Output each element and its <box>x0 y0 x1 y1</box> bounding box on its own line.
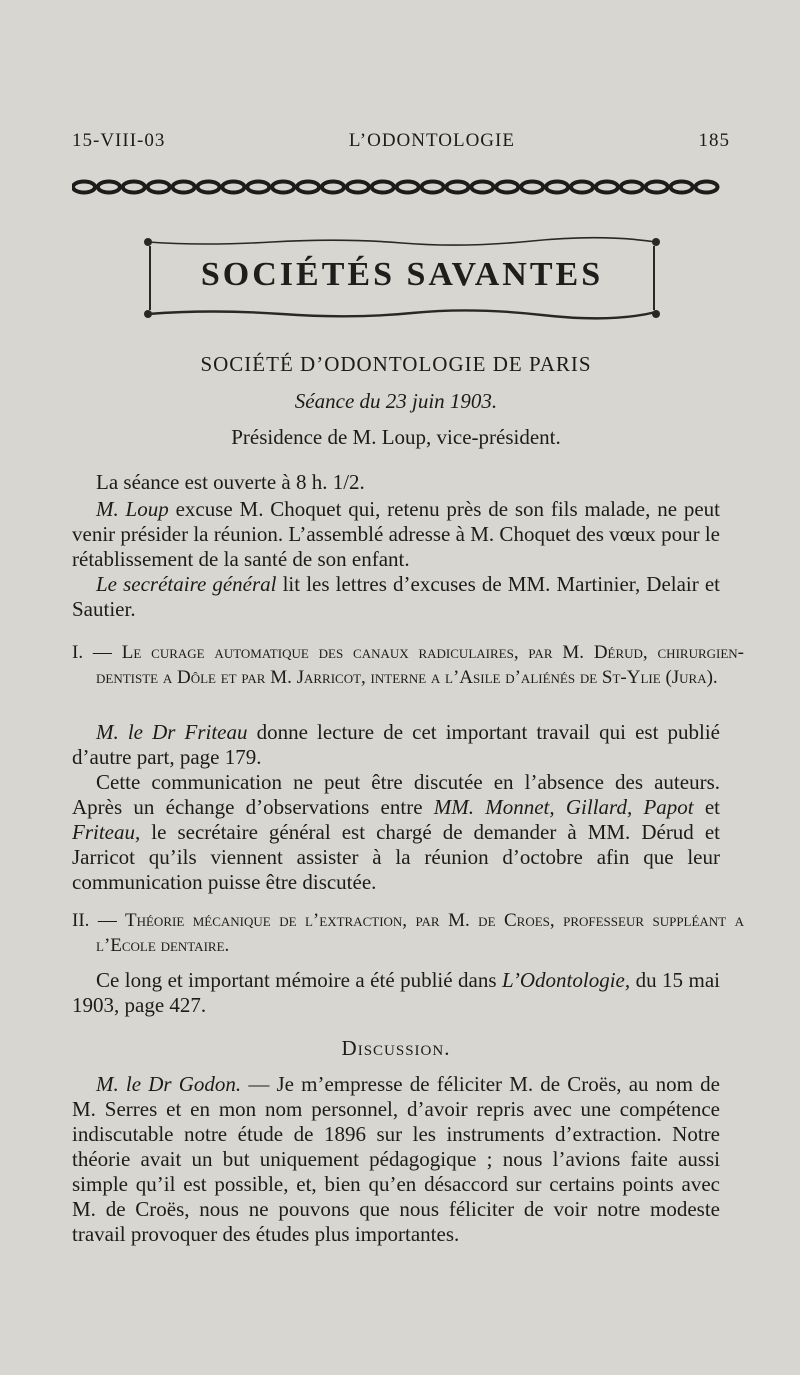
header-page-number: 185 <box>698 130 730 151</box>
discussion-heading: Discussion. <box>341 1036 451 1060</box>
chain-link <box>322 182 344 193</box>
section-title: SOCIÉTÉS SAVANTES <box>200 256 604 293</box>
speaker-name: Le secrétaire général <box>96 572 277 596</box>
chain-link <box>447 182 469 193</box>
society-heading: SOCIÉTÉ D’ODONTOLOGIE DE PARIS <box>200 352 592 376</box>
chain-link <box>471 182 493 193</box>
paragraph-text: donne lecture de cet important travail qui est publié d’autre part, page 179. <box>72 720 720 769</box>
excuse-paragraph <box>72 497 720 572</box>
paragraph-text: et <box>693 795 721 819</box>
chain-link <box>372 182 394 193</box>
chain-link <box>297 182 319 193</box>
header-journal: L’ODONTOLOGIE <box>348 130 515 151</box>
item-number: II. — <box>72 910 125 931</box>
speaker-name: M. le Dr Friteau <box>96 720 248 744</box>
paragraph-text: lit les lettres d’excuses de MM. Martinier, Delair et Sautier. <box>72 572 720 621</box>
chain-link <box>222 182 244 193</box>
opening-paragraph: La séance est ouverte à 8 h. 1/2. <box>96 470 365 494</box>
speaker-name: M. Loup <box>96 497 169 521</box>
chain-link <box>671 182 693 193</box>
chain-link <box>696 182 718 193</box>
secretary-paragraph <box>72 572 720 622</box>
chain-link <box>571 182 593 193</box>
chain-link <box>397 182 419 193</box>
paragraph-text: du 15 mai 1903, page 427. <box>72 968 720 1017</box>
item-title: Le curage automatique des canaux radiculaires, par M. Dérud, chirurgien-dentiste a Dôle et par M. Jarricot, interne a l’Asile d’aliénés de St-Ylie (Jura). <box>96 642 745 688</box>
paragraph-text: le secrétaire général est chargé de demander à MM. Dérud et Jarricot qu’ils viennent assister à la réunion d’octobre afin que leur communication puisse être discutée. <box>72 820 720 894</box>
chain-link <box>621 182 643 193</box>
running-header <box>72 130 730 152</box>
chain-ornament <box>72 176 722 198</box>
chain-link <box>521 182 543 193</box>
chain-link <box>173 182 195 193</box>
member-name: Friteau, <box>72 820 141 844</box>
chain-link <box>422 182 444 193</box>
chain-link <box>247 182 269 193</box>
header-date: 15-VIII-03 <box>72 130 166 151</box>
memoir-paragraph <box>72 968 720 1018</box>
session-date: Séance du 23 juin 1903. <box>294 389 498 413</box>
item-two-heading <box>72 908 744 958</box>
chain-link <box>98 182 120 193</box>
friteau-paragraph <box>72 720 720 770</box>
journal-name: L’Odontologie, <box>502 968 631 992</box>
chain-link <box>198 182 220 193</box>
chain-link <box>646 182 668 193</box>
chain-link <box>272 182 294 193</box>
speaker-name: M. le Dr Godon. <box>96 1072 242 1096</box>
communication-paragraph <box>72 770 720 895</box>
item-title: Théorie mécanique de l’extraction, par M. de Croes, professeur suppléant a l’Ecole dentaire. <box>96 910 745 956</box>
paragraph-text: — Je m’empresse de féliciter M. de Croës, au nom de M. Serres et en mon nom personnel, d’avoir repris avec une compétence indiscutable notre étude de 1896 sur les instruments d’extraction. Notre théorie avait un but uniquement pédagogique ; nous l’avions faite aussi simple qu’il est possible, et, bien qu’en désaccord sur certains points avec M. de Croës, nous ne pouvons que nous féliciter de voir notre modeste travail provoquer des études plus importantes. <box>72 1072 720 1246</box>
chain-link <box>123 182 145 193</box>
chain-link <box>73 182 95 193</box>
chain-link <box>148 182 170 193</box>
paragraph-text: excuse M. Choquet qui, retenu près de son fils malade, ne peut venir présider la réunion. L’assemblé adresse à M. Choquet des vœux pour le rétablissement de la santé de son enfant. <box>72 497 720 571</box>
paragraph-text: Cette communication ne peut être discutée en l’absence des auteurs. Après un échange d’observations entre <box>72 770 720 819</box>
section-title-frame <box>142 234 662 320</box>
chain-link <box>347 182 369 193</box>
item-one-heading <box>72 640 744 690</box>
member-names: MM. Monnet, Gillard, Papot <box>433 795 694 819</box>
presidency-line: Présidence de M. Loup, vice-président. <box>231 425 561 449</box>
chain-link <box>546 182 568 193</box>
item-number: I. — <box>72 642 122 663</box>
chain-link <box>596 182 618 193</box>
chain-link <box>496 182 518 193</box>
godon-paragraph <box>72 1072 720 1247</box>
paragraph-text: Ce long et important mémoire a été publié dans <box>96 968 502 992</box>
